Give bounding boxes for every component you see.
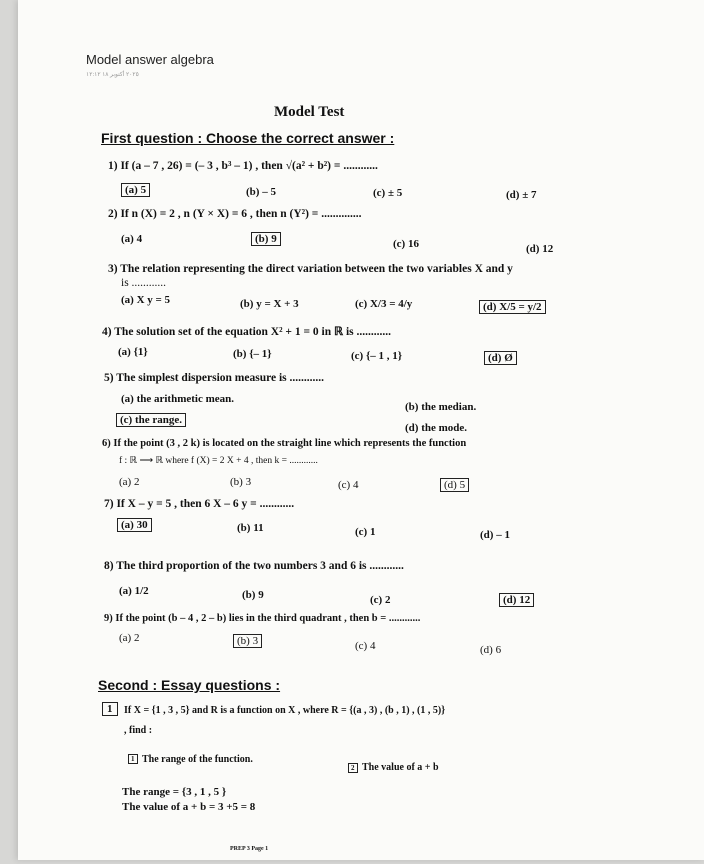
essay-answer-range: The range = {3 , 1 , 5 } <box>122 786 227 798</box>
document-page <box>18 0 704 860</box>
q4-option-c: (c) {– 1 , 1} <box>351 350 403 362</box>
q8-option-b: (b) 9 <box>242 589 264 601</box>
q5-text: 5) The simplest dispersion measure is ............ <box>104 372 325 384</box>
essay-part1: The range of the function. <box>142 754 253 765</box>
q3-text: 3) The relation representing the direct variation between the two variables X and y <box>108 263 513 275</box>
q4-text: 4) The solution set of the equation X² + 1 = 0 in ℝ is ............ <box>102 326 392 338</box>
header-timestamp: ٢٠٢٥ أكتوبر ١٨ ١٢:١٢ <box>86 72 139 78</box>
q8-option-a: (a) 1/2 <box>119 585 149 597</box>
q7-option-c: (c) 1 <box>355 526 376 538</box>
q6-option-d: (d) 5 <box>440 478 469 492</box>
essay-part1-number: 1 <box>128 754 138 764</box>
q2-option-d: (d) 12 <box>526 243 554 255</box>
doc-title: Model Test <box>274 104 345 120</box>
q9-text: 9) If the point (b – 4 , 2 – b) lies in the third quadrant , then b = ............ <box>104 613 421 624</box>
q1-option-b: (b) – 5 <box>246 186 276 198</box>
q5-option-c: (c) the range. <box>116 413 186 427</box>
q8-option-d: (d) 12 <box>499 593 534 607</box>
essay-part2: The value of a + b <box>362 762 439 773</box>
q5-option-d: (d) the mode. <box>405 422 468 434</box>
q1-option-c: (c) ± 5 <box>373 187 403 199</box>
q6-text-cont: f : ℝ ⟶ ℝ where f (X) = 2 X + 4 , then k = ............ <box>119 456 318 466</box>
q6-option-c: (c) 4 <box>338 479 359 491</box>
q1-option-a: (a) 5 <box>121 183 150 197</box>
section2-title: Second : Essay questions : <box>98 677 281 693</box>
q8-option-c: (c) 2 <box>370 594 391 606</box>
essay-number: 1 <box>102 702 118 716</box>
essay-find: , find : <box>124 725 153 736</box>
q3-text-cont: is ............ <box>121 277 167 289</box>
section1-title: First question : Choose the correct answer : <box>101 130 395 146</box>
q4-option-a: (a) {1} <box>118 346 148 358</box>
q5-option-a: (a) the arithmetic mean. <box>121 393 235 405</box>
essay-question: If X = {1 , 3 , 5} and R is a function on X , where R = {(a , 3) , (b , 1) , (1 , 5)} <box>124 705 446 716</box>
q3-option-d: (d) X/5 = y/2 <box>479 300 546 314</box>
q2-option-c: (c) 16 <box>393 238 419 250</box>
q3-option-c: (c) X/3 = 4/y <box>355 298 413 310</box>
q6-option-b: (b) 3 <box>230 476 252 488</box>
q6-option-a: (a) 2 <box>119 476 140 488</box>
essay-part2-number: 2 <box>348 763 358 773</box>
q1-option-d: (d) ± 7 <box>506 189 537 201</box>
q3-option-a: (a) X y = 5 <box>121 294 171 306</box>
q2-text: 2) If n (X) = 2 , n (Y × X) = 6 , then n (Y²) = .............. <box>108 208 362 220</box>
header-title: Model answer algebra <box>86 52 214 67</box>
q9-option-b: (b) 3 <box>233 634 262 648</box>
q5-option-b: (b) the median. <box>405 401 477 413</box>
page-footer: PREP 3 Page 1 <box>230 846 269 852</box>
q4-option-d: (d) Ø <box>484 351 517 365</box>
q1-text: 1) If (a – 7 , 26) = (– 3 , b³ – 1) , then √(a² + b²) = ............ <box>108 160 378 172</box>
q7-option-b: (b) 11 <box>237 522 264 534</box>
q9-option-a: (a) 2 <box>119 632 140 644</box>
q2-option-b: (b) 9 <box>251 232 281 246</box>
q7-text: 7) If X – y = 5 , then 6 X – 6 y = ............ <box>104 498 295 510</box>
q2-option-a: (a) 4 <box>121 233 143 245</box>
q9-option-c: (c) 4 <box>355 640 376 652</box>
q6-text: 6) If the point (3 , 2 k) is located on the straight line which represents the function <box>102 438 467 449</box>
q4-option-b: (b) {– 1} <box>233 348 272 360</box>
q8-text: 8) The third proportion of the two numbers 3 and 6 is ............ <box>104 560 404 572</box>
q3-option-b: (b) y = X + 3 <box>240 298 299 310</box>
q9-option-d: (d) 6 <box>480 644 502 656</box>
q7-option-a: (a) 30 <box>117 518 152 532</box>
essay-answer-sum: The value of a + b = 3 +5 = 8 <box>122 801 256 813</box>
q7-option-d: (d) – 1 <box>480 529 510 541</box>
